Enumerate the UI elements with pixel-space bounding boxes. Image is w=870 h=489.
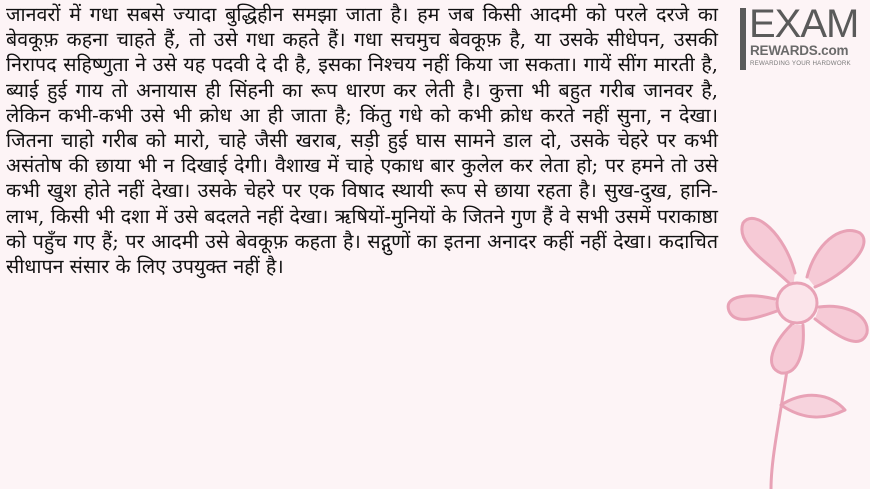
logo-tagline: REWARDING YOUR HARDWORK bbox=[750, 60, 851, 67]
passage-text: जानवरों में गधा सबसे ज्यादा बुद्धिहीन समझा जाता है। हम जब किसी आदमी को परले दरजे का बेवकूफ़ कहना चाहते हैं, तो उसे गधा कहते हैं। गधा सचमुच बेवकूफ़ है, या उसके सीधेपन, उसकी निरापद सहिष्णुता ने उसे यह पदवी दे दी है, इसका निश्चय नहीं किया जा सकता। गायें सींग मारती है, ब्याई हुई गाय तो अनायास ही सिंहनी का रूप धारण कर लेती है। कुत्ता भी बहुत गरीब जानवर है, लेकिन कभी-कभी उसे भी क्रोध आ ही जाता है; किंतु गधे को कभी क्रोध करते नहीं सुना, न देखा। जितना चाहो गरीब को मारो, चाहे जैसी खराब, सड़ी हुई घास सामने डाल दो, उसके चेहरे पर कभी असंतोष की छाया भी न दिखाई देगी। वैशाख में चाहे एकाध बार कुलेल कर लेता हो; पर हमने तो उसे कभी खुश होते नहीं देखा। उसके चेहरे पर एक विषाद स्थायी रूप से छाया रहता है। सुख-दुख, हानि-लाभ, किसी भी दशा में उसे बदलते नहीं देखा। ऋषियों-मुनियों के जितने गुण हैं वे सभी उसमें पराकाष्ठा को पहुँच गए हैं; पर आदमी उसे बेवकूफ़ कहता है। सद्गुणों का इतना अनादर कहीं नहीं देखा। कदाचित सीधापन संसार के लिए उपयुक्त नहीं है। bbox=[6, 3, 718, 279]
flower-icon bbox=[715, 215, 870, 489]
logo-rewards-text: REWARDS.com bbox=[750, 43, 849, 58]
exam-rewards-logo[interactable] bbox=[740, 2, 865, 70]
logo-exam-text: EXAM bbox=[749, 2, 859, 46]
logo-bar bbox=[740, 8, 746, 70]
